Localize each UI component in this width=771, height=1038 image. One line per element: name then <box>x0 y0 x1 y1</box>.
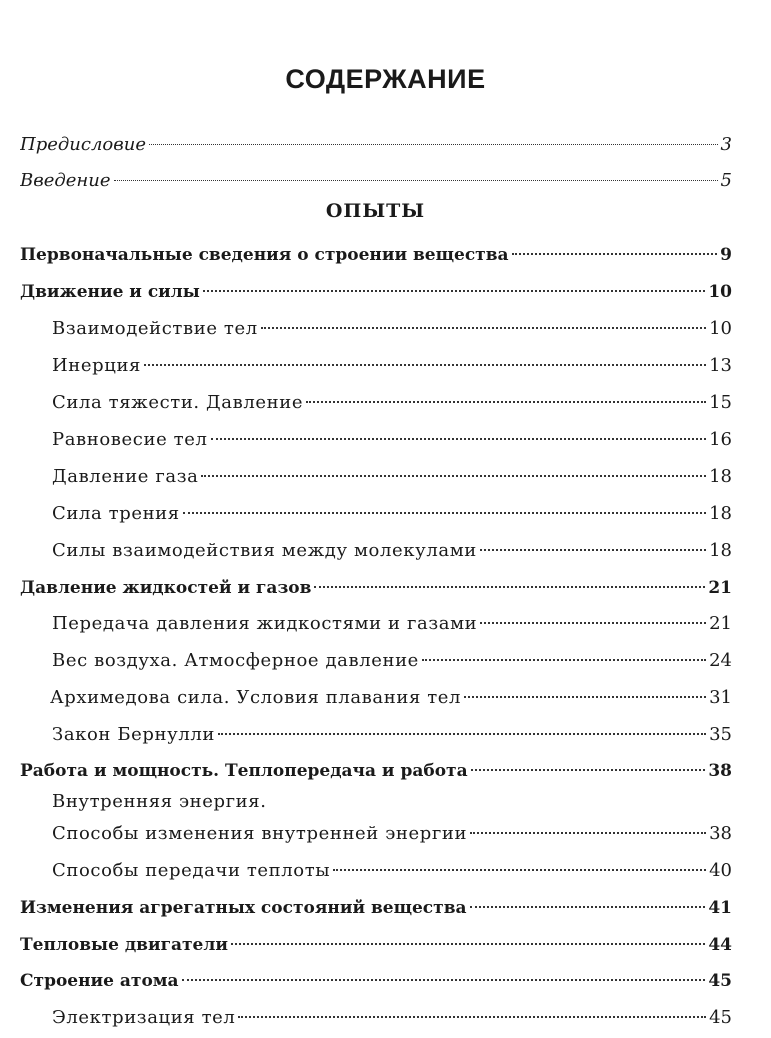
toc-entry-label: Взаимодействие тел <box>52 318 258 339</box>
toc-entry-page: 31 <box>709 687 732 708</box>
dot-leader <box>422 642 706 666</box>
toc-entry-subsection <box>50 679 732 710</box>
toc-entry-page: 40 <box>709 860 732 881</box>
toc-entry-page: 41 <box>708 898 732 918</box>
toc-entry-subsection <box>52 495 732 526</box>
toc-entry-page: 5 <box>720 170 732 191</box>
toc-entry-label: Способы передачи теплоты <box>52 860 331 881</box>
dot-leader <box>203 273 706 297</box>
toc-entry-subsection <box>52 852 732 883</box>
toc-entry-subsection <box>52 716 732 747</box>
dot-leader <box>182 962 706 986</box>
toc-entry-introduction <box>20 162 732 193</box>
toc-entry-chapter <box>20 569 732 600</box>
toc-entry-chapter <box>20 962 732 993</box>
toc-entry-page: 24 <box>709 650 732 671</box>
toc-entry-label: Первоначальные сведения о строении вещества <box>20 245 509 265</box>
toc-entry-label: Тепловые двигатели <box>20 935 228 955</box>
toc-entry-label: Сила трения <box>52 503 180 524</box>
dot-leader <box>480 605 706 629</box>
toc-entry-preface <box>20 126 732 157</box>
toc-entry-chapter <box>20 889 732 920</box>
toc-entry-page: 45 <box>709 1007 732 1028</box>
dot-leader <box>211 421 707 445</box>
dot-leader <box>114 162 718 186</box>
toc-entry-subsection <box>52 642 732 673</box>
toc-entry-page: 21 <box>709 613 732 634</box>
toc-entry-subsection <box>52 532 732 563</box>
toc-entry-chapter <box>20 236 732 267</box>
dot-leader <box>470 815 706 839</box>
toc-entry-page: 15 <box>709 392 732 413</box>
toc-entry-label: Давление жидкостей и газов <box>20 578 312 598</box>
toc-entry-label: Движение и силы <box>20 282 200 302</box>
toc-entry-label: Давление газа <box>52 466 199 487</box>
toc-entry-label: Предисловие <box>20 134 146 155</box>
toc-entry-page: 38 <box>708 761 732 781</box>
dot-leader <box>231 926 705 950</box>
toc-entry-page: 18 <box>709 466 732 487</box>
dot-leader <box>201 458 706 482</box>
toc-entry-page: 13 <box>709 355 732 376</box>
section-heading: ОПЫТЫ <box>325 200 426 222</box>
toc-entry-subsection <box>52 421 732 452</box>
page-title: СОДЕРЖАНИЕ <box>285 64 486 94</box>
toc-entry-page: 45 <box>708 971 732 991</box>
toc-entry-label: Передача давления жидкостями и газами <box>52 613 478 634</box>
toc-entry-page: 3 <box>720 134 732 155</box>
toc-entry-label: Равновесие тел <box>52 429 208 450</box>
dot-leader <box>480 532 706 556</box>
toc-entry-page: 18 <box>709 503 732 524</box>
dot-leader <box>470 889 706 913</box>
toc-entry-page: 10 <box>709 318 732 339</box>
toc-entry-page: 21 <box>708 578 732 598</box>
toc-entry-label: Способы изменения внутренней энергии <box>52 823 468 844</box>
dot-leader <box>471 752 706 776</box>
toc-entry-label: Работа и мощность. Теплопередача и работа <box>20 761 468 781</box>
toc-entry-page: 44 <box>708 935 732 955</box>
toc-entry-label: Вес воздуха. Атмосферное давление <box>52 650 419 671</box>
toc-entry-page: 9 <box>720 245 732 265</box>
dot-leader <box>144 347 706 371</box>
toc-entry-label: Закон Бернулли <box>52 724 216 745</box>
toc-entry-page: 18 <box>709 540 732 561</box>
dot-leader <box>512 236 718 260</box>
dot-leader <box>218 716 706 740</box>
toc-entry-chapter <box>20 752 732 783</box>
toc-entry-label: Инерция <box>52 355 141 376</box>
dot-leader <box>314 569 705 593</box>
dot-leader <box>238 999 706 1023</box>
toc-entry-page: 16 <box>709 429 732 450</box>
toc-entry-label: Сила тяжести. Давление <box>52 392 304 413</box>
toc-entry-subsection <box>52 384 732 415</box>
toc-entry-label: Силы взаимодействия между молекулами <box>52 540 477 561</box>
toc-entry-label: Введение <box>20 170 111 191</box>
toc-entry-subsection <box>52 310 732 341</box>
dot-leader <box>464 679 706 703</box>
toc-entry-subsection <box>52 347 732 378</box>
toc-entry-subsection <box>52 605 732 636</box>
toc-entry-page: 35 <box>709 724 732 745</box>
toc-entry-subsection <box>52 999 732 1030</box>
dot-leader <box>333 852 706 876</box>
toc-entry-subsection <box>52 458 732 489</box>
dot-leader <box>261 310 706 334</box>
toc-entry-label: Изменения агрегатных состояний вещества <box>20 898 467 918</box>
toc-entry-label-line1: Внутренняя энергия. <box>52 791 267 812</box>
toc-entry-label: Строение атома <box>20 971 179 991</box>
toc-entry-chapter <box>20 926 732 957</box>
toc-entry-chapter <box>20 273 732 304</box>
toc-entry-subsection <box>52 815 732 846</box>
toc-entry-label: Электризация тел <box>52 1007 236 1028</box>
dot-leader <box>149 126 718 150</box>
toc-entry-label: Архимедова сила. Условия плавания тел <box>50 687 462 708</box>
toc-entry-page: 10 <box>708 282 732 302</box>
dot-leader <box>183 495 706 519</box>
dot-leader <box>306 384 706 408</box>
toc-entry-page: 38 <box>709 823 732 844</box>
